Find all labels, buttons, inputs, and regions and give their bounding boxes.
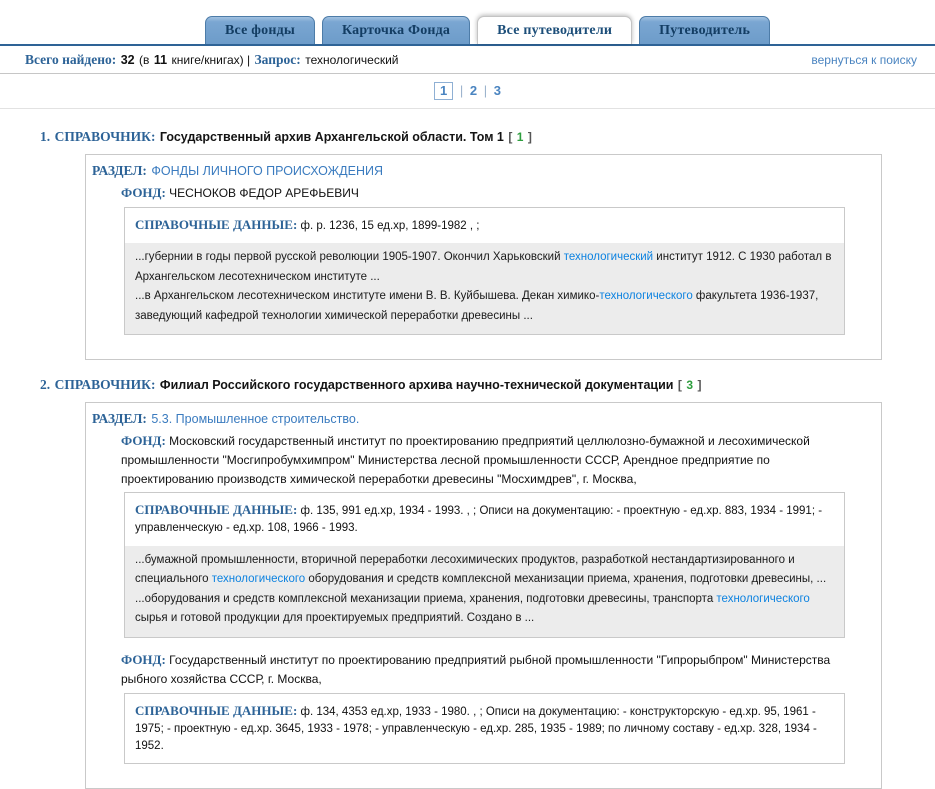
- result-item-1: [40, 126, 935, 360]
- result-hit-count: 1: [516, 130, 524, 144]
- found-label: Всего найдено:: [25, 52, 117, 67]
- pagination-separator: |: [459, 83, 464, 98]
- snippet-text: ...оборудования и средств комплексной механизации приема, хранения, подготовки древесины, транспорта: [135, 592, 717, 605]
- in-word: (в: [139, 53, 150, 67]
- section-label: РАЗДЕЛ:: [92, 410, 147, 426]
- section-label: РАЗДЕЛ:: [92, 162, 147, 178]
- section-link[interactable]: 5.3. Промышленное строительство.: [151, 411, 360, 426]
- result-type-label: СПРАВОЧНИК:: [54, 129, 156, 144]
- reference-data-value: ф. 134, 4353 ед.хр, 1933 - 1980. , ; Описи на документацию: - конструкторскую - ед.хр. 95, 1961 - 1975; - проектную - ед.хр. 3645, 1933 - 1978; - управленческую - ед.хр. 285, 1935 - 1989; по личному составу - ед.хр. 328, 1934 - 1952.: [135, 705, 817, 753]
- result-header: [40, 126, 935, 148]
- section-line: [92, 162, 881, 180]
- reference-data-label: СПРАВОЧНЫЕ ДАННЫЕ:: [135, 216, 298, 232]
- snippet-paragraph: [135, 551, 834, 590]
- highlighted-search-term: технологического: [716, 592, 810, 605]
- highlighted-search-term: технологический: [563, 250, 654, 263]
- reference-data-line: [125, 208, 844, 243]
- reference-data-box: [124, 207, 845, 335]
- tab-fond-card[interactable]: Карточка Фонда: [322, 16, 470, 44]
- results-summary-text: [25, 51, 398, 69]
- bracket-open: [: [508, 130, 513, 144]
- reference-data-value: ф. р. 1236, 15 ед.хр, 1899-1982 , ;: [300, 219, 480, 232]
- fond-label: ФОНД:: [121, 432, 166, 448]
- fond-name: ЧЕСНОКОВ ФЕДОР АРЕФЬЕВИЧ: [169, 185, 359, 200]
- reference-data-box: [124, 693, 845, 765]
- snippet-paragraph: [135, 287, 834, 326]
- fond-label: ФОНД:: [121, 651, 166, 667]
- tab-all-guides[interactable]: Все путеводители: [477, 16, 632, 44]
- result-number: 2.: [40, 377, 51, 393]
- pagination: [0, 74, 935, 109]
- result-item-2: [40, 374, 935, 789]
- pagination-current-page: 1: [434, 82, 453, 100]
- highlighted-search-term: технологического: [599, 290, 693, 303]
- fond-name: Московский государственный институт по проектированию предприятий целлюлозно-бумажной и лесохимической промышленности "Мосгипробумхимпром" Министерства лесной промышленности СССР, Арендное предприятие по проектированию производств химической переработки древесины "Мосхимдрев", г. Москва,: [121, 433, 810, 486]
- bracket-close: ]: [527, 130, 532, 144]
- fond-line: [121, 183, 863, 203]
- query-label: Запрос:: [254, 52, 301, 67]
- results-summary-bar: [0, 46, 935, 74]
- fond-name: Государственный институт по проектированию предприятий рыбной промышленности "Гипрорыбпром" Министерства рыбного хозяйства СССР, г. Москва,: [121, 652, 831, 686]
- snippet-paragraph: [135, 248, 834, 287]
- reference-data-label: СПРАВОЧНЫЕ ДАННЫЕ:: [135, 702, 298, 718]
- pagination-separator: |: [483, 83, 488, 98]
- books-word: книге/книгах) |: [171, 53, 251, 67]
- section-box: [85, 154, 882, 361]
- snippet-box: [125, 243, 844, 334]
- snippet-box: [125, 546, 844, 637]
- results-list: [0, 109, 935, 789]
- books-count: 11: [153, 53, 168, 67]
- snippet-text: факультета 1936-1937, заведующий кафедрой технологии химической переработки древесины ...: [135, 290, 819, 322]
- fond-line: [121, 650, 863, 689]
- reference-data-label: СПРАВОЧНЫЕ ДАННЫЕ:: [135, 502, 298, 518]
- snippet-text: сырья и готовой продукции для проектируемых предприятий. Создано в ...: [135, 612, 535, 625]
- fond-line: [121, 431, 863, 488]
- reference-data-line: [125, 493, 844, 546]
- fond-block: [121, 431, 881, 638]
- tab-guide[interactable]: Путеводитель: [639, 16, 770, 44]
- result-type-label: СПРАВОЧНИК:: [54, 377, 156, 393]
- result-header: [40, 374, 935, 396]
- pagination-page-2[interactable]: 2: [469, 83, 478, 98]
- bracket-close: ]: [697, 378, 702, 393]
- reference-data-value: ф. 135, 991 ед.хр, 1934 - 1993. , ; Описи на документацию: - проектную - ед.хр. 883, 1934 - 1991; - управленческую - ед.хр. 108, 1966 - 1993.: [135, 505, 823, 535]
- tab-all-fonds[interactable]: Все фонды: [205, 16, 315, 44]
- result-title: Филиал Российского государственного архива научно-технической документации: [159, 378, 674, 393]
- fond-block: [121, 183, 881, 336]
- reference-data-line: [125, 694, 844, 764]
- snippet-text: институт 1912. С 1930 работал в Архангельском лесотехническом институте ...: [135, 250, 832, 283]
- snippet-paragraph: [135, 590, 834, 629]
- pagination-page-3[interactable]: 3: [493, 83, 501, 98]
- result-number: 1.: [40, 129, 51, 144]
- section-line: [92, 410, 881, 428]
- back-to-search-link[interactable]: вернуться к поиску: [811, 53, 917, 67]
- found-count: 32: [120, 53, 135, 67]
- result-title: Государственный архив Архангельской области. Том 1: [159, 130, 504, 144]
- result-hit-count: 3: [686, 378, 694, 393]
- query-value: технологический: [305, 53, 399, 67]
- snippet-text: ...бумажной промышленности, вторичной переработки лесохимических продуктов, разработкой нестандартизированного и специального: [135, 553, 795, 586]
- fond-block: [121, 650, 881, 764]
- snippet-text: оборудования и средств комплексной механизации приема, хранения, подготовки древесины, ...: [305, 573, 827, 586]
- section-box: [85, 402, 882, 789]
- snippet-text: ...губернии в годы первой русской революции 1905-1907. Окончил Харьковский: [135, 250, 564, 263]
- snippet-text: ...в Архангельском лесотехническом институте имени В. В. Куйбышева. Декан химико-: [135, 290, 600, 303]
- tab-bar: [0, 0, 935, 46]
- reference-data-box: [124, 492, 845, 638]
- bracket-open: [: [677, 378, 682, 393]
- fond-label: ФОНД:: [121, 184, 166, 200]
- highlighted-search-term: технологического: [211, 573, 306, 586]
- section-link[interactable]: ФОНДЫ ЛИЧНОГО ПРОИСХОЖДЕНИЯ: [151, 163, 383, 178]
